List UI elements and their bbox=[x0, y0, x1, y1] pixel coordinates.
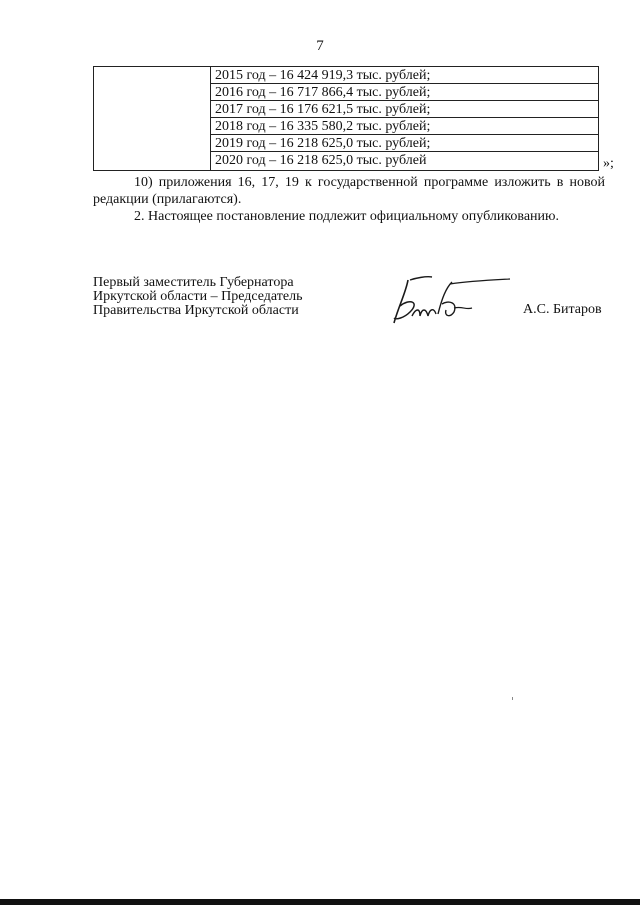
page-number: 7 bbox=[316, 38, 324, 54]
table-row: 2016 год – 16 717 866,4 тыс. рублей; bbox=[210, 84, 598, 101]
signer-title-line: Правительства Иркутской области bbox=[93, 303, 299, 318]
signer-title-line: Иркутской области – Председатель bbox=[93, 289, 303, 304]
scan-mark bbox=[512, 697, 513, 700]
signer-title bbox=[93, 276, 302, 318]
table-row: 2015 год – 16 424 919,3 тыс. рублей; bbox=[210, 67, 598, 84]
closing-quote: »; bbox=[603, 156, 614, 171]
funding-table bbox=[93, 66, 599, 171]
paragraph-item-10: 10) приложения 16, 17, 19 к государственной программе изложить в новой редакции (прилагаются). bbox=[93, 175, 605, 207]
table-row: 2017 год – 16 176 621,5 тыс. рублей; bbox=[210, 101, 598, 118]
scan-bottom-edge bbox=[0, 899, 640, 905]
signer-title-line: Первый заместитель Губернатора bbox=[93, 275, 294, 290]
signer-name: А.С. Битаров bbox=[523, 302, 602, 317]
table-row: 2018 год – 16 335 580,2 тыс. рублей; bbox=[210, 118, 598, 135]
table-row: 2019 год – 16 218 625,0 тыс. рублей; bbox=[210, 135, 598, 152]
handwritten-signature bbox=[380, 268, 530, 330]
table-left-cell bbox=[94, 67, 211, 170]
table-row: 2020 год – 16 218 625,0 тыс. рублей bbox=[215, 153, 427, 168]
paragraph-item-2: 2. Настоящее постановление подлежит официальному опубликованию. bbox=[134, 209, 559, 224]
